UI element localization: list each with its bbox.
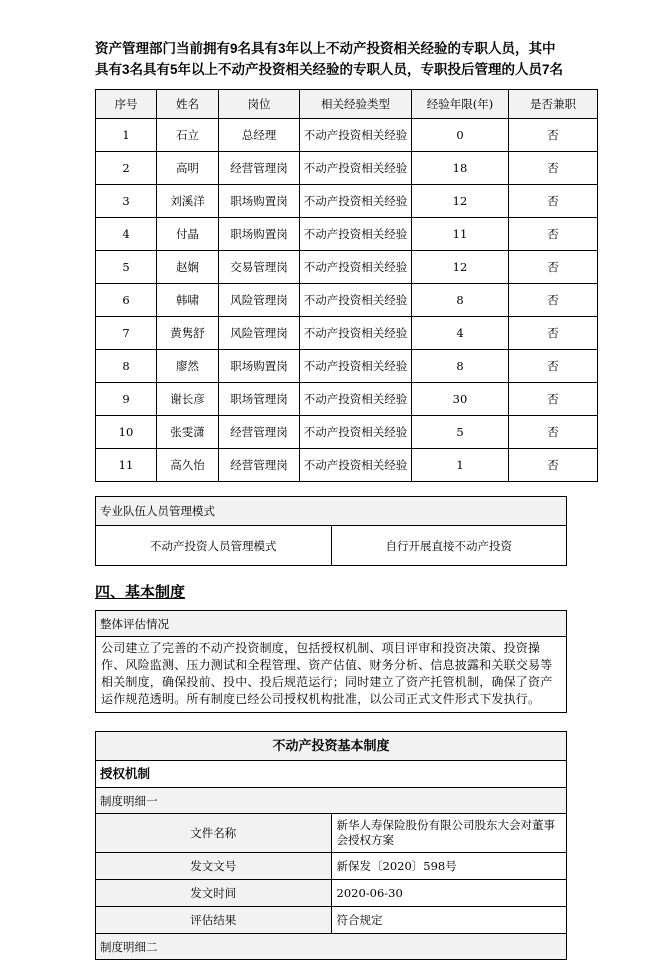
cell-name: 黄隽舒 xyxy=(157,317,219,350)
cell-parttime: 否 xyxy=(509,218,598,251)
mode-value-row xyxy=(96,526,567,566)
system-title-row xyxy=(96,732,567,761)
mode-label: 不动产投资人员管理模式 xyxy=(96,526,332,566)
cell-exp-years: 4 xyxy=(412,317,509,350)
overall-evaluation-table xyxy=(95,610,567,713)
detail-one-band: 制度明细一 xyxy=(96,788,567,814)
cell-position: 职场购置岗 xyxy=(219,185,300,218)
cell-parttime: 否 xyxy=(509,251,598,284)
cell-index: 3 xyxy=(96,185,157,218)
table-row xyxy=(96,853,567,880)
table-row xyxy=(96,383,598,416)
cell-parttime: 否 xyxy=(509,317,598,350)
cell-index: 4 xyxy=(96,218,157,251)
cell-parttime: 否 xyxy=(509,119,598,152)
document-content xyxy=(95,38,576,960)
cell-name: 石立 xyxy=(157,119,219,152)
cell-index: 1 xyxy=(96,119,157,152)
table-row xyxy=(96,152,598,185)
cell-position: 风险管理岗 xyxy=(219,317,300,350)
cell-name: 张雯潇 xyxy=(157,416,219,449)
row-value-doc-number: 新保发〔2020〕598号 xyxy=(331,853,567,880)
cell-position: 职场管理岗 xyxy=(219,383,300,416)
row-label-eval-result: 评估结果 xyxy=(96,907,332,934)
table-row xyxy=(96,218,598,251)
cell-index: 9 xyxy=(96,383,157,416)
table-row xyxy=(96,317,598,350)
cell-parttime: 否 xyxy=(509,449,598,482)
row-value-issue-date: 2020-06-30 xyxy=(331,880,567,907)
row-label-doc-number: 发文文号 xyxy=(96,853,332,880)
cell-exp-years: 1 xyxy=(412,449,509,482)
cell-index: 11 xyxy=(96,449,157,482)
spacer xyxy=(95,713,567,731)
evaluation-band-row xyxy=(96,611,567,637)
cell-index: 7 xyxy=(96,317,157,350)
cell-exp-type: 不动产投资相关经验 xyxy=(300,317,412,350)
cell-parttime: 否 xyxy=(509,350,598,383)
table-row xyxy=(96,814,567,853)
cell-position: 总经理 xyxy=(219,119,300,152)
cell-name: 廖然 xyxy=(157,350,219,383)
cell-index: 8 xyxy=(96,350,157,383)
staff-experience-table xyxy=(95,89,598,482)
cell-name: 刘溪洋 xyxy=(157,185,219,218)
cell-parttime: 否 xyxy=(509,383,598,416)
mode-band-label: 专业队伍人员管理模式 xyxy=(96,497,567,526)
header-exp-type: 相关经验类型 xyxy=(300,90,412,119)
row-label-file-name: 文件名称 xyxy=(96,814,332,853)
evaluation-band-label: 整体评估情况 xyxy=(96,611,567,637)
cell-exp-years: 18 xyxy=(412,152,509,185)
cell-parttime: 否 xyxy=(509,284,598,317)
header-name: 姓名 xyxy=(157,90,219,119)
spacer xyxy=(95,482,567,496)
cell-position: 经营管理岗 xyxy=(219,449,300,482)
cell-exp-type: 不动产投资相关经验 xyxy=(300,284,412,317)
cell-name: 高明 xyxy=(157,152,219,185)
cell-exp-years: 12 xyxy=(412,251,509,284)
cell-parttime: 否 xyxy=(509,416,598,449)
cell-position: 经营管理岗 xyxy=(219,416,300,449)
cell-position: 职场购置岗 xyxy=(219,350,300,383)
system-title: 不动产投资基本制度 xyxy=(96,732,567,761)
table-row xyxy=(96,350,598,383)
table-row xyxy=(96,416,598,449)
staff-table-body xyxy=(96,119,598,482)
row-value-eval-result: 符合规定 xyxy=(331,907,567,934)
detail-two-band: 制度明细二 xyxy=(96,934,567,960)
cell-exp-type: 不动产投资相关经验 xyxy=(300,119,412,152)
table-row xyxy=(96,449,598,482)
table-header-row xyxy=(96,90,598,119)
cell-exp-years: 0 xyxy=(412,119,509,152)
personnel-management-mode-table xyxy=(95,496,567,566)
cell-exp-years: 12 xyxy=(412,185,509,218)
cell-index: 6 xyxy=(96,284,157,317)
cell-exp-years: 11 xyxy=(412,218,509,251)
cell-exp-type: 不动产投资相关经验 xyxy=(300,251,412,284)
header-position: 岗位 xyxy=(219,90,300,119)
cell-exp-years: 8 xyxy=(412,284,509,317)
table-row xyxy=(96,284,598,317)
cell-exp-type: 不动产投资相关经验 xyxy=(300,218,412,251)
system-subtitle: 授权机制 xyxy=(96,761,567,788)
cell-exp-type: 不动产投资相关经验 xyxy=(300,449,412,482)
section-heading-wrap xyxy=(95,582,567,607)
system-subtitle-row xyxy=(96,761,567,788)
detail-two-band-row xyxy=(96,934,567,960)
mode-value: 自行开展直接不动产投资 xyxy=(331,526,567,566)
cell-exp-years: 8 xyxy=(412,350,509,383)
mode-band-row xyxy=(96,497,567,526)
header-parttime: 是否兼职 xyxy=(509,90,598,119)
cell-exp-type: 不动产投资相关经验 xyxy=(300,383,412,416)
detail-one-band-row xyxy=(96,788,567,814)
cell-position: 经营管理岗 xyxy=(219,152,300,185)
cell-index: 2 xyxy=(96,152,157,185)
cell-exp-years: 30 xyxy=(412,383,509,416)
table-row xyxy=(96,880,567,907)
intro-paragraph: 资产管理部门当前拥有9名具有3年以上不动产投资相关经验的专职人员，其中具有3名具有5年以上不动产投资相关经验的专职人员，专职投后管理的人员7名 xyxy=(95,41,564,77)
table-row xyxy=(96,907,567,934)
cell-position: 交易管理岗 xyxy=(219,251,300,284)
cell-parttime: 否 xyxy=(509,185,598,218)
cell-parttime: 否 xyxy=(509,152,598,185)
header-index: 序号 xyxy=(96,90,157,119)
evaluation-paragraph-row xyxy=(96,637,567,713)
cell-name: 付晶 xyxy=(157,218,219,251)
cell-name: 赵娴 xyxy=(157,251,219,284)
basic-system-table xyxy=(95,731,567,960)
header-exp-years: 经验年限(年) xyxy=(412,90,509,119)
table-row xyxy=(96,185,598,218)
row-label-issue-date: 发文时间 xyxy=(96,880,332,907)
cell-exp-years: 5 xyxy=(412,416,509,449)
cell-position: 风险管理岗 xyxy=(219,284,300,317)
section-heading: 四、基本制度 xyxy=(95,584,186,601)
row-value-file-name: 新华人寿保险股份有限公司股东大会对董事会授权方案 xyxy=(331,814,567,853)
cell-index: 10 xyxy=(96,416,157,449)
cell-name: 谢长彦 xyxy=(157,383,219,416)
cell-index: 5 xyxy=(96,251,157,284)
table-row xyxy=(96,251,598,284)
cell-name: 高久怡 xyxy=(157,449,219,482)
evaluation-paragraph: 公司建立了完善的不动产投资制度，包括授权机制、项目评审和投资决策、投资操作、风险监测、压力测试和全程管理、资产估值、财务分析、信息披露和关联交易等相关制度，确保投前、投中、投后规范运行；同时建立了资产托管机制，确保了资产运作规范透明。所有制度已经公司授权机构批准，以公司正式文件形式下发执行。 xyxy=(96,637,567,713)
cell-exp-type: 不动产投资相关经验 xyxy=(300,350,412,383)
cell-name: 韩啸 xyxy=(157,284,219,317)
cell-position: 职场购置岗 xyxy=(219,218,300,251)
cell-exp-type: 不动产投资相关经验 xyxy=(300,416,412,449)
table-row xyxy=(96,119,598,152)
cell-exp-type: 不动产投资相关经验 xyxy=(300,185,412,218)
cell-exp-type: 不动产投资相关经验 xyxy=(300,152,412,185)
